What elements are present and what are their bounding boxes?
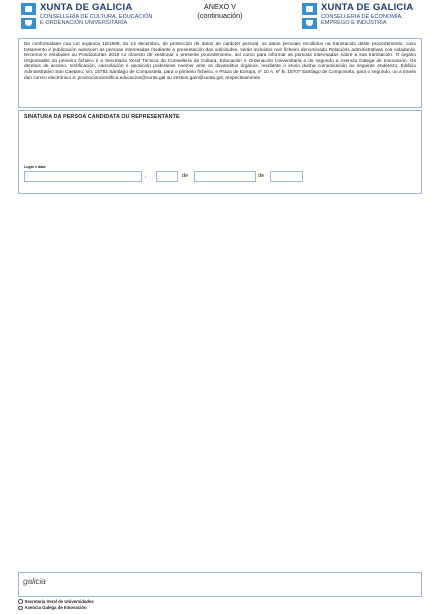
annex-number: ANEXO V [204, 2, 236, 11]
annex-title [180, 3, 260, 20]
de-separator: de [182, 173, 189, 179]
day-input[interactable] [156, 171, 178, 182]
xunta-logo-left [21, 3, 152, 29]
comma-separator: , [145, 173, 147, 179]
department-line1: CONSELLERÍA DE ECONOMÍA, [321, 13, 403, 20]
galicia-flag-icon [21, 3, 36, 29]
brand-name: XUNTA DE GALICIA [321, 2, 414, 13]
entity-name: Axencia Galega de Innovación [24, 605, 87, 611]
galicia-flag-icon [302, 3, 317, 29]
annex-continuation: (continuación) [197, 10, 243, 20]
place-date-label: Lugar e data [24, 165, 46, 169]
circle-icon [18, 606, 23, 611]
xunta-logo-right [302, 3, 413, 29]
brand-name: XUNTA DE GALICIA [40, 2, 133, 13]
data-protection-text: De conformidade coa Lei orgánica 15/1999, do 13 decembro, de protección de datos de carácter persoal, os datos persoais recollidos na tramitación deste procedemento, cuxo tratamento e publicación autoricen as persoas interesadas mediante a presentación das solicitudes, serán incluídos nun ficheiro denominado Relacións administrativas coa cidadanía, terceiros e entidades ou Posdoutorais 2018 co obxecto de xestionar o presente procedemento, así como para informar as persoas interesadas sobre a súa tramitación. O órgano responsable do primeiro ficheiro é a Secretaría Xeral Técnica da Consellería de Cultura, Educación e Ordenación Universitaria e do segundo a Axencia Galega de Innovación. Os dereitos de acceso, rectificación, cancelación e oposición poderanse exercer ante os devanditos órganos, mediante o envío dunha comunicación ao seguinte enderezo: Edificio Administrativo San Caetano, s/n, 15781 Santiago de Compostela, para o primeiro ficheiro, e Praza de Europa, nº 10 A, 6º B, 15707 Santiago de Compostela, para o segundo, ou a través dun correo electrónico a: promocioncientifica.educacion@xunta.gal ou xestion.gain@xunta.gal, respectivamente. [24, 42, 416, 81]
entity-item [18, 605, 94, 612]
page-header [0, 0, 439, 38]
footer-logo-box [18, 572, 422, 597]
circle-icon [18, 599, 23, 604]
department-line1: CONSELLERÍA DE CULTURA, EDUCACIÓN [40, 13, 153, 20]
de-separator: de [258, 173, 265, 179]
year-input[interactable] [270, 171, 303, 182]
department-line2: EMPREGO E INDUSTRIA [321, 19, 387, 26]
month-input[interactable] [194, 171, 256, 182]
data-protection-box [18, 38, 422, 108]
footer-entities [18, 598, 94, 611]
place-input[interactable] [24, 171, 142, 182]
entity-item [18, 598, 94, 605]
department-line2: E ORDENACIÓN UNIVERSITARIA [40, 19, 128, 26]
entity-name: Secretaría Xeral de Universidades [24, 598, 94, 604]
signature-box [18, 110, 422, 194]
galicia-logo: galicia [23, 576, 46, 586]
signature-title: SINATURA DA PERSOA CANDIDATA OU REPRESENTANTE [24, 114, 180, 120]
